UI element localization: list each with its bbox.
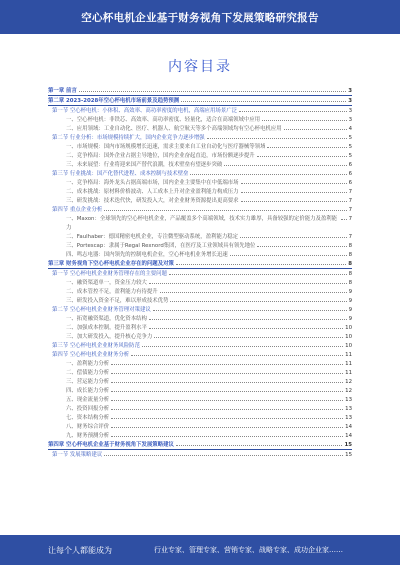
page-header: [0, 0, 400, 34]
toc-leader-dots: [176, 440, 343, 446]
toc-leader-dots: [79, 86, 346, 92]
toc-page-number: 6: [348, 162, 352, 168]
toc-page-number: 12: [345, 379, 352, 385]
toc-page-number: 9: [348, 298, 352, 304]
toc-page-number: 15: [345, 452, 352, 458]
toc-page-number: 7: [348, 216, 352, 222]
toc-subsection[interactable]: [48, 296, 352, 305]
toc-subsection[interactable]: [48, 232, 352, 241]
toc-entry-text: 第三节 空心杯电机企业财务风险防范: [52, 343, 140, 349]
toc-subsection[interactable]: [48, 368, 352, 377]
toc-page-number: 13: [345, 406, 352, 412]
toc-leader-dots: [262, 115, 346, 121]
toc-page-number: 7: [348, 234, 352, 240]
toc-page-number: 9: [348, 289, 352, 295]
footer-tagline: 行业专家、管理专家、营销专家、战略专家、成功企业家……: [154, 546, 343, 554]
toc-entry-text: 二、偿债能力分析: [66, 370, 110, 376]
toc-entry-text: 五、现金流量分析: [66, 397, 110, 403]
toc-page-number: 7: [348, 207, 352, 213]
toc-entry-text: 二、竞争格局：国外企业占据主导地位，国内企业奋起直追，市场份额逐步提升: [66, 153, 255, 159]
toc-page-number: 8: [348, 280, 352, 286]
toc-subsection[interactable]: [48, 323, 352, 332]
toc-entry-text: 二、Faulhaber：德国精密电机企业，专注微型驱动系统，盈利能力稳定: [66, 234, 239, 240]
toc-page-number: 11: [345, 370, 352, 376]
toc-subsection[interactable]: [48, 187, 352, 196]
toc-subsection[interactable]: [48, 404, 352, 413]
toc-leader-dots: [149, 278, 347, 284]
toc-entry-text: 第一节 空心杯电机企业财务管理存在的主要问题: [52, 271, 167, 277]
toc-entry-text: 四、成长能力分析: [66, 388, 110, 394]
toc-leader-dots: [142, 341, 343, 347]
toc-entry-text: 七、资本结构分析: [66, 415, 110, 421]
toc-page-number: 13: [345, 415, 352, 421]
toc-page-number: 6: [348, 171, 352, 177]
toc-page-number: 7: [348, 189, 352, 195]
toc-leader-dots: [111, 359, 343, 365]
toc-chapter[interactable]: [48, 96, 352, 106]
toc-subsection[interactable]: [48, 142, 352, 151]
toc-entry-text: 二、成本管控不足，盈利能力有待提升: [66, 289, 158, 295]
toc-leader-dots: [240, 232, 347, 238]
toc-leader-dots: [267, 142, 346, 148]
toc-section[interactable]: [48, 450, 352, 459]
toc-subsection[interactable]: [48, 332, 352, 341]
toc-entry-text: 三、研发挑战：技术迭代快，研发投入大，对企业财务资源提出更高要求: [66, 198, 239, 204]
toc-subsection[interactable]: [48, 314, 352, 323]
toc-section[interactable]: [48, 205, 352, 214]
toc-leader-dots: [241, 187, 347, 193]
toc-chapter[interactable]: [48, 440, 352, 450]
toc-page-number: 10: [345, 325, 352, 331]
toc-entry-text: 三、加大研发投入，提升核心竞争力: [66, 334, 153, 340]
toc-title: 内容目录: [168, 59, 232, 75]
toc-page-number: 8: [348, 271, 352, 277]
toc-subsection[interactable]: [48, 115, 352, 124]
toc-subsection[interactable]: [48, 395, 352, 404]
toc-leader-dots: [111, 422, 343, 428]
toc-entry-text: 第四节 重点企业分析: [52, 207, 103, 213]
toc-leader-dots: [224, 160, 346, 166]
toc-entry-text: 第二章 2023-2028年空心杯电机市场前景及趋势预测: [48, 98, 180, 104]
toc-entry-text: 三、营运能力分析: [66, 379, 110, 385]
toc-entry-text: 第三节 行业挑战：国产化替代进程、成本控制与技术壁垒: [52, 171, 189, 177]
toc-section[interactable]: [48, 341, 352, 350]
toc-leader-dots: [190, 169, 346, 175]
toc-entry-text: 第三章 财务视角下空心杯电机企业存在的问题及对策: [48, 261, 174, 267]
toc-subsection[interactable]: [48, 160, 352, 169]
toc-chapter[interactable]: [48, 259, 352, 269]
toc-leader-dots: [111, 395, 343, 401]
toc-entry-text: 六、投资回报分析: [66, 406, 110, 412]
toc-leader-dots: [149, 314, 347, 320]
toc-page-number: 10: [345, 334, 352, 340]
toc-leader-dots: [284, 124, 347, 130]
toc-entry-text: 二、成本挑战：原材料价格波动、人工成本上升对企业盈利能力构成压力: [66, 189, 239, 195]
toc-entry-text: 第二节 空心杯电机企业财务管理对策建议: [52, 307, 151, 313]
toc-page-number: 10: [345, 343, 352, 349]
toc-entry-text: 第一章 前言: [48, 88, 77, 94]
toc-subsection[interactable]: [48, 287, 352, 296]
table-of-contents: [48, 86, 352, 459]
toc-leader-dots: [111, 368, 343, 374]
toc-entry-text: 四、鸣志电器：国内领先的控制电机企业，空心杯电机业务增长迅速: [66, 252, 228, 258]
toc-page-number: 3: [348, 98, 352, 104]
toc-subsection[interactable]: [48, 196, 352, 205]
toc-entry-text: 一、竞争格局：海外龙头占据高端市场，国内企业主要集中在中低端市场: [66, 180, 239, 186]
toc-entry-text: 一、拓宽融资渠道，优化资本结构: [66, 316, 147, 322]
toc-subsection[interactable]: [48, 377, 352, 386]
toc-page-number: 5: [348, 135, 352, 141]
toc-leader-dots: [241, 196, 347, 202]
toc-subsection[interactable]: [48, 278, 352, 287]
toc-entry-text: 第一节 空心杯电机：小体积、高效率、高功率密度的电机，高端应用场景广泛: [52, 108, 237, 114]
toc-page-number: 11: [345, 361, 352, 367]
toc-page-number: 12: [345, 388, 352, 394]
toc-page-number: 15: [344, 442, 352, 448]
toc-leader-dots: [230, 250, 347, 256]
toc-entry-text: 三、未来展望：行业将迎来国产替代浪潮，技术壁垒有望逐步突破: [66, 162, 223, 168]
toc-section[interactable]: [48, 106, 352, 115]
toc-section[interactable]: [48, 169, 352, 178]
toc-leader-dots: [241, 178, 347, 184]
toc-page-number: 7: [348, 198, 352, 204]
toc-page-number: 5: [348, 144, 352, 150]
footer-slogan: 让每个人都能成为: [48, 545, 112, 555]
toc-subsection[interactable]: [48, 124, 352, 133]
toc-page-number: 4: [348, 126, 352, 132]
toc-page-number: 14: [345, 424, 352, 430]
toc-leader-dots: [160, 287, 347, 293]
toc-page-number: 8: [348, 261, 352, 267]
toc-page-number: 8: [348, 252, 352, 258]
toc-leader-dots: [111, 377, 343, 383]
toc-page-number: 6: [348, 180, 352, 186]
toc-section[interactable]: [48, 350, 352, 359]
toc-leader-dots: [181, 96, 346, 102]
toc-leader-dots: [257, 241, 346, 247]
toc-leader-dots: [341, 214, 347, 220]
toc-leader-dots: [131, 350, 343, 356]
toc-entry-text: 八、财务综合评价: [66, 424, 110, 430]
toc-leader-dots: [239, 106, 347, 112]
toc-subsection[interactable]: [48, 359, 352, 368]
toc-section[interactable]: [48, 269, 352, 278]
toc-page-number: 3: [348, 117, 352, 123]
toc-page-number: 5: [348, 153, 352, 159]
toc-entry-text: 二、加强成本控制，提升盈利水平: [66, 325, 147, 331]
toc-page-number: 11: [345, 352, 352, 358]
toc-leader-dots: [207, 133, 347, 139]
toc-page-number: 3: [348, 88, 352, 94]
toc-leader-dots: [111, 413, 343, 419]
toc-entry-text: 三、Portescap：隶属于Regal Rexnord集团，在医疗及工业领域具有领先地位: [66, 243, 256, 249]
toc-page-number: 3: [348, 108, 352, 114]
toc-leader-dots: [104, 205, 346, 211]
toc-leader-dots: [111, 404, 343, 410]
toc-subsection[interactable]: [48, 178, 352, 187]
page-footer: [0, 535, 400, 565]
toc-subsection[interactable]: [48, 422, 352, 431]
toc-leader-dots: [154, 332, 343, 338]
toc-section[interactable]: [48, 305, 352, 314]
toc-leader-dots: [104, 450, 343, 456]
toc-entry-text: 二、应用领域：工业自动化、医疗、机器人、航空航天等多个高端领域均有空心杯电机应用: [66, 126, 282, 132]
toc-entry-text: 一、空心杯电机：非铁芯、高效率、高功率密度、轻量化，适合在高端领域中应用: [66, 117, 261, 123]
toc-entry-text: 一、Maxon：全球领先的空心杯电机企业，产品覆盖多个高端领域，技术实力雄厚，具备较强的定价能力及盈利能力: [66, 216, 338, 231]
toc-entry-text: 一、融资渠道单一，资金压力较大: [66, 280, 147, 286]
toc-entry-text: 第四节 空心杯电机企业财务分析: [52, 352, 130, 358]
toc-entry-text: 一、市场规模：国内市场规模增长迅速，需求主要来自工业自动化与医疗器械等领域: [66, 144, 266, 150]
toc-entry-text: 第四章 空心杯电机企业基于财务视角下发展策略建议: [48, 442, 174, 448]
toc-page-number: 9: [348, 316, 352, 322]
toc-chapter[interactable]: [48, 86, 352, 96]
toc-entry-text: 三、研发投入资金不足，难以形成技术优势: [66, 298, 169, 304]
toc-subsection[interactable]: [48, 151, 352, 160]
toc-page-number: 9: [348, 307, 352, 313]
toc-section[interactable]: [48, 133, 352, 142]
toc-subsection[interactable]: [48, 214, 352, 232]
toc-leader-dots: [111, 431, 343, 437]
toc-leader-dots: [170, 296, 346, 302]
toc-entry-text: 第二节 行业分析：市场规模持续扩大，国内企业竞争力逐步增强: [52, 135, 205, 141]
toc-subsection[interactable]: [48, 250, 352, 259]
toc-subsection[interactable]: [48, 386, 352, 395]
toc-subsection[interactable]: [48, 413, 352, 422]
toc-leader-dots: [153, 305, 347, 311]
toc-leader-dots: [149, 323, 343, 329]
toc-entry-text: 第一节 发展策略建议: [52, 452, 103, 458]
toc-subsection[interactable]: [48, 241, 352, 250]
toc-entry-text: 一、盈利能力分析: [66, 361, 110, 367]
toc-leader-dots: [111, 386, 343, 392]
toc-page-number: 14: [345, 433, 352, 439]
toc-page-number: 8: [348, 243, 352, 249]
toc-page-number: 13: [345, 397, 352, 403]
toc-leader-dots: [169, 269, 347, 275]
toc-entry-text: 九、财务预测分析: [66, 433, 110, 439]
toc-leader-dots: [257, 151, 347, 157]
report-title: 空心杯电机企业基于财务视角下发展策略研究报告: [81, 11, 319, 24]
toc-leader-dots: [176, 259, 346, 265]
toc-subsection[interactable]: [48, 431, 352, 440]
